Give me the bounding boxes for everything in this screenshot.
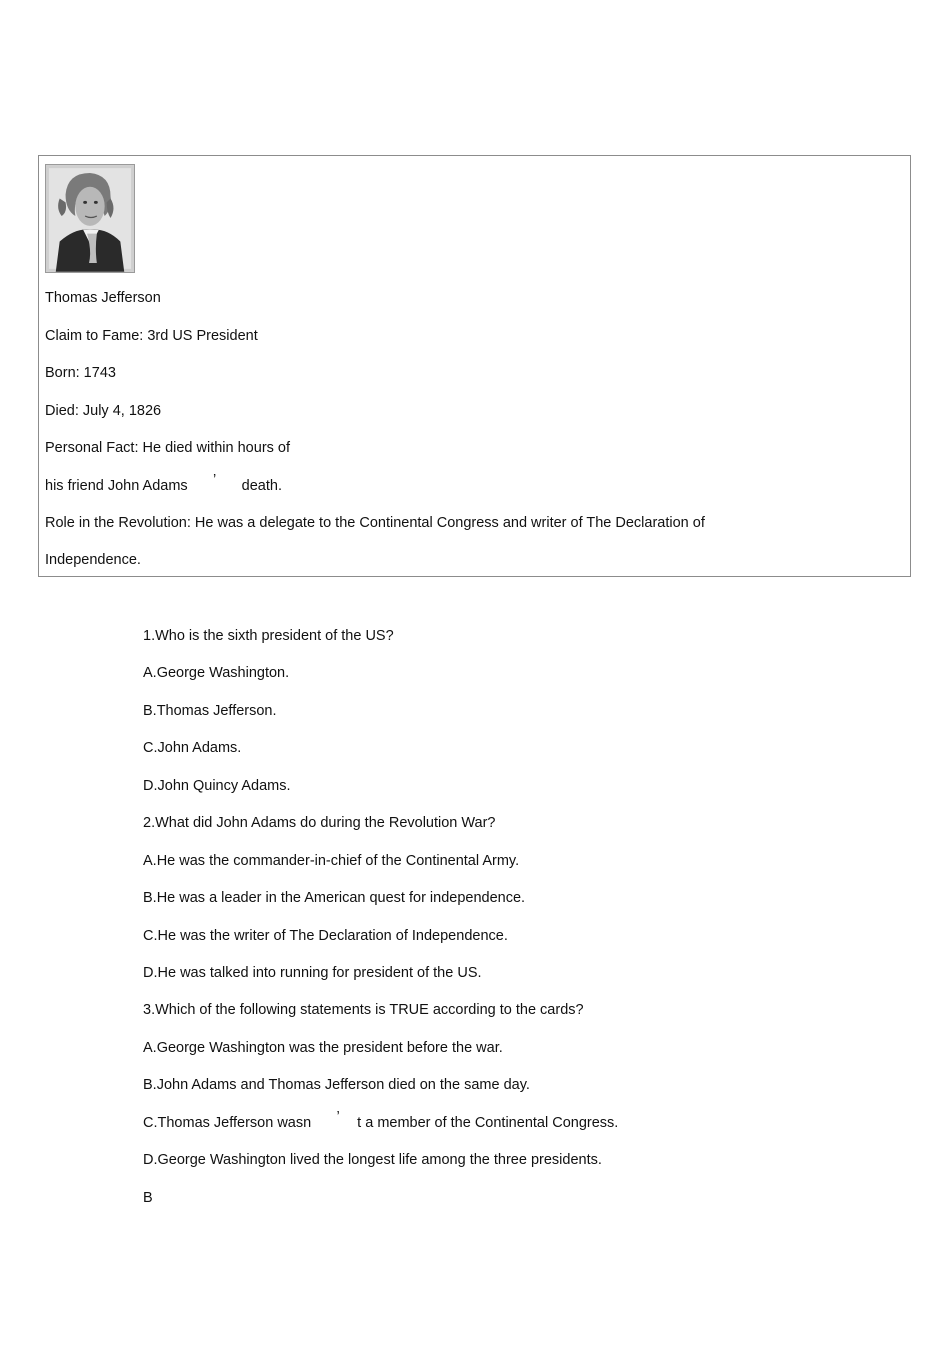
card-born: Born: 1743	[45, 365, 116, 381]
card-claim: Claim to Fame: 3rd US President	[45, 328, 258, 344]
card-fact-line2	[45, 472, 282, 495]
card-role-line2: Independence.	[45, 552, 141, 568]
question-3-option-a: A.George Washington was the president before the war.	[143, 1040, 503, 1056]
card-role-line1: Role in the Revolution: He was a delegate to the Continental Congress and writer of The Declaration of	[45, 515, 705, 531]
card-fact-line1: Personal Fact: He died within hours of	[45, 440, 291, 456]
question-3-option-d: D.George Washington lived the longest life among the three presidents.	[143, 1152, 602, 1168]
card-fact-text-b: death.	[241, 478, 282, 494]
question-2: 2.What did John Adams do during the Revolution War?	[143, 815, 496, 831]
question-3: 3.Which of the following statements is TRUE according to the cards?	[143, 1002, 584, 1018]
question-1: 1.Who is the sixth president of the US?	[143, 628, 394, 644]
card-died: Died: July 4, 1826	[45, 403, 162, 419]
jefferson-portrait	[45, 164, 135, 273]
question-2-option-b: B.He was a leader in the American quest for independence.	[143, 890, 526, 906]
question-3-option-c-text-b: t a member of the Continental Congress.	[357, 1115, 619, 1131]
question-1-option-a: A.George Washington.	[143, 665, 290, 681]
card-fact-text-a: his friend John Adams	[45, 478, 188, 494]
question-3-option-c	[143, 1109, 619, 1132]
question-1-option-c: C.John Adams.	[143, 740, 242, 756]
question-3-option-b: B.John Adams and Thomas Jefferson died on the same day.	[143, 1077, 530, 1093]
question-2-option-d: D.He was talked into running for president of the US.	[143, 965, 482, 981]
question-1-option-b: B.Thomas Jefferson.	[143, 703, 277, 719]
question-3-option-c-text-a: C.Thomas Jefferson wasn	[143, 1115, 312, 1131]
card-name: Thomas Jefferson	[45, 290, 161, 306]
answer: B	[143, 1190, 153, 1206]
question-3-option-c-apostrophe: ’	[336, 1109, 340, 1125]
card-fact-apostrophe: ’	[213, 472, 217, 488]
question-2-option-a: A.He was the commander-in-chief of the Continental Army.	[143, 853, 520, 869]
question-2-option-c: C.He was the writer of The Declaration of Independence.	[143, 928, 508, 944]
question-1-option-d: D.John Quincy Adams.	[143, 778, 291, 794]
